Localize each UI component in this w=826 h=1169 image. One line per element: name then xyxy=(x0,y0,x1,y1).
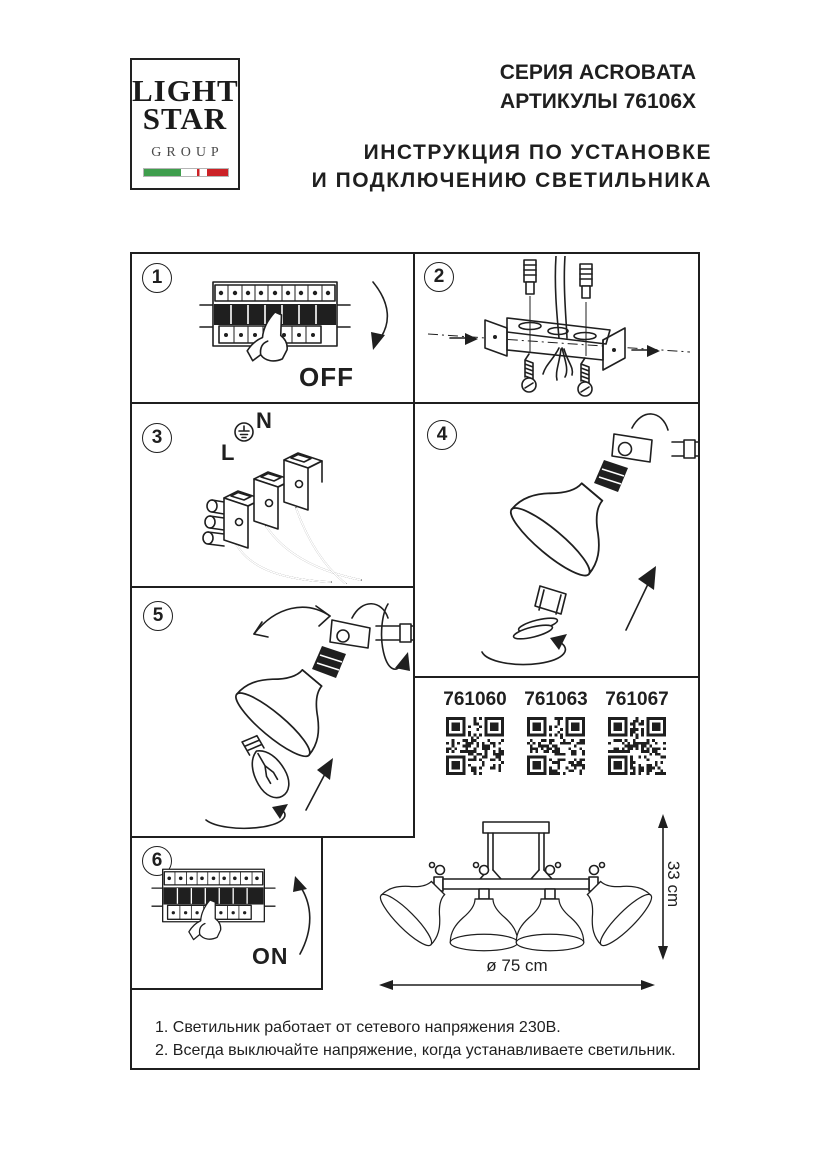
ceiling-plate xyxy=(483,822,549,833)
width-dimension-label: ø 75 cm xyxy=(486,956,548,975)
divider-step4-bottom xyxy=(413,676,700,678)
pivot-joint xyxy=(330,620,370,648)
step3-number: 3 xyxy=(142,423,172,453)
step3-terminal-illustration xyxy=(136,410,413,584)
neutral-label: N xyxy=(256,408,272,433)
series-title: СЕРИЯ ACROBATA xyxy=(499,61,696,84)
step1-breaker-off-illustration xyxy=(175,266,403,398)
height-dimension-label: 33 cm xyxy=(664,860,683,908)
lightstar-logo xyxy=(130,58,240,190)
instruction-title-line2: И ПОДКЛЮЧЕНИЮ СВЕТИЛЬНИКА xyxy=(311,169,712,192)
live-label: L xyxy=(221,440,235,465)
qr-code-761067 xyxy=(608,717,666,775)
footnote-2: 2. Всегда выключайте напряжение, когда устанавливаете светильник. xyxy=(155,1042,676,1059)
step1-off-caption: OFF xyxy=(299,362,354,392)
divider-vertical-main xyxy=(413,252,415,838)
article-code-1: 761060 xyxy=(443,689,507,710)
logo-word-light: LIGHT xyxy=(132,73,239,108)
inner-shade-icon xyxy=(516,899,584,951)
rotate-ellipse-arrow-icon xyxy=(482,641,565,665)
step6-breaker-on-illustration xyxy=(140,852,320,986)
header-titles xyxy=(272,62,712,192)
qr-code-761060 xyxy=(446,717,504,775)
insert-arrow-icon xyxy=(626,584,648,630)
inner-shade-icon xyxy=(450,899,518,951)
ceiling-wires-icon xyxy=(543,348,572,380)
step5-number: 5 xyxy=(143,601,173,631)
insert-arrow-icon xyxy=(306,772,326,810)
italian-flag-bar xyxy=(143,168,229,177)
articles-title: АРТИКУЛЫ 76106X xyxy=(500,90,696,113)
shade-mounts xyxy=(430,863,605,875)
rotate-up-arrow-icon xyxy=(300,886,310,954)
cable-arc xyxy=(632,414,668,430)
instruction-title-line1: ИНСТРУКЦИЯ ПО УСТАНОВКЕ xyxy=(363,141,712,164)
footnotes xyxy=(155,1016,685,1062)
rotate-vertical-ellipse-icon xyxy=(382,604,402,669)
step6-number: 6 xyxy=(142,846,172,876)
terminal-connector xyxy=(284,453,322,510)
rotate-ellipse-arrow-icon xyxy=(206,810,285,828)
divider-step6-right xyxy=(321,836,323,990)
earth-ground-icon xyxy=(233,421,255,443)
divider-step6-bottom xyxy=(130,988,323,990)
swivel-double-arrow-icon xyxy=(254,607,330,634)
terminal-connector xyxy=(203,491,262,548)
qr-code-761063 xyxy=(527,717,585,775)
logo-word-star: STAR xyxy=(142,101,228,136)
step1-number: 1 xyxy=(142,263,172,293)
step2-number: 2 xyxy=(424,262,454,292)
screw-icon xyxy=(578,358,592,396)
divider-step3-bottom xyxy=(130,586,415,588)
step4-number: 4 xyxy=(427,420,457,450)
divider-row1 xyxy=(130,402,700,404)
step5-bulb-install-illustration xyxy=(136,592,413,834)
article-code-2: 761063 xyxy=(524,689,588,710)
step2-bracket-illustration xyxy=(420,256,698,400)
article-code-3: 761067 xyxy=(605,689,669,710)
step4-shade-assembly-illustration xyxy=(420,410,698,674)
rotate-down-arrow-icon xyxy=(373,282,387,340)
cross-bar xyxy=(443,879,589,889)
screw-icon xyxy=(522,354,536,392)
footnote-1: 1. Светильник работает от сетевого напряжения 230В. xyxy=(155,1019,561,1036)
cable-arc xyxy=(352,604,388,618)
outer-shade-icon xyxy=(375,863,463,951)
logo-word-group: GROUP xyxy=(151,145,224,160)
step6-on-caption: ON xyxy=(252,943,289,969)
wall-plug-icon xyxy=(580,264,592,298)
wall-plug-icon xyxy=(524,260,536,294)
